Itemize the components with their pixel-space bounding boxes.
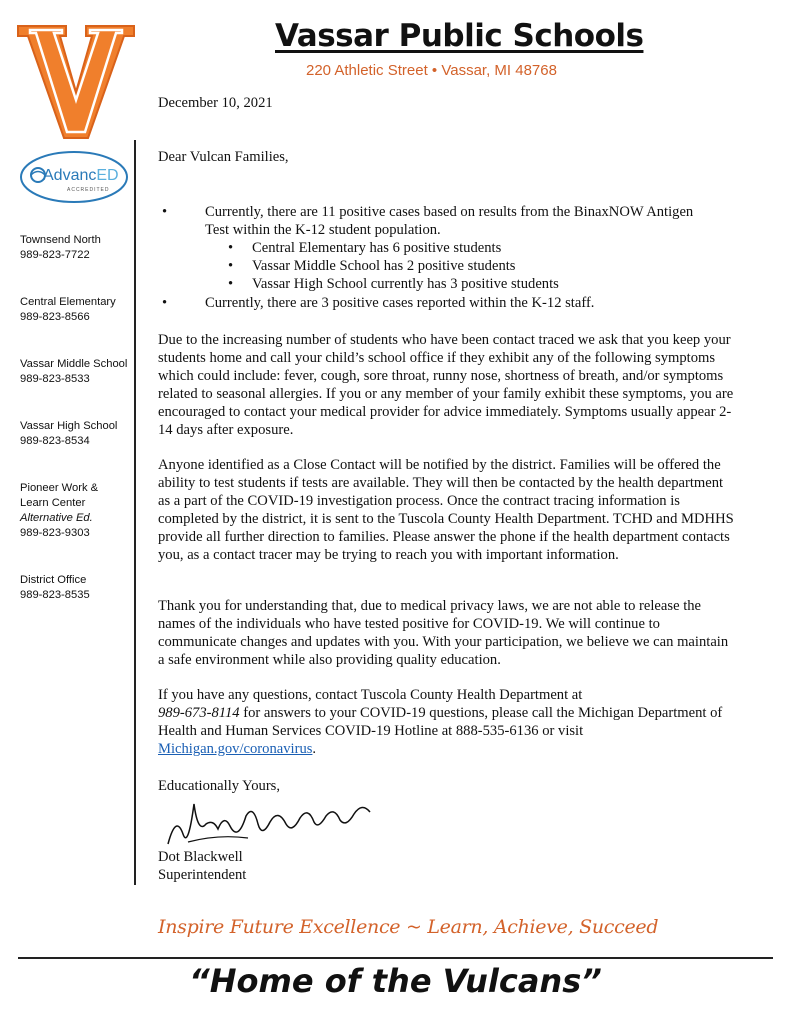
paragraph-symptoms [158, 331, 738, 439]
bullet-icon: • [162, 204, 168, 220]
contact-phone: 989-823-9303 [20, 527, 90, 539]
coronavirus-link[interactable]: Michigan.gov/coronavirus [158, 741, 313, 757]
advanced-accreditation-logo [19, 150, 129, 204]
sub-bullet-text: Central Elementary has 6 positive students [252, 240, 502, 256]
contact-name: Pioneer Work & [20, 482, 99, 494]
svg-text:AdvancED: AdvancED [43, 167, 119, 184]
school-address: 220 Athletic Street • Vassar, MI 48768 [306, 62, 557, 79]
contact-name: Vassar Middle School [20, 358, 128, 370]
bullet-icon: • [162, 295, 168, 311]
contact-pioneer-work-learn [20, 481, 98, 541]
sub-bullet-text: Vassar High School currently has 3 positive students [252, 276, 559, 292]
contact-name: Central Elementary [20, 296, 116, 308]
contact-phone: 989-823-8533 [20, 373, 90, 385]
sentence-end: . [312, 741, 317, 757]
contact-name: District Office [20, 574, 87, 586]
contact-vassar-high-school [20, 419, 117, 449]
bullet-text: Currently, there are 11 positive cases based on results from the BinaxNOW Antigen [205, 204, 694, 220]
questions-body: for answers to your COVID-19 questions, please call the Michigan Department of Health and Human Services COVID-19 Hotline at 888-535-6136 or visit [158, 705, 723, 739]
letter-greeting: Dear Vulcan Families, [158, 149, 289, 165]
letter-date: December 10, 2021 [158, 95, 273, 111]
contact-townsend-north [20, 233, 101, 263]
contact-district-office [20, 573, 90, 603]
paragraph-text: Thank you for understanding that, due to medical privacy laws, we are not able to release the names of the individuals who have tested positive for COVID-19. We will continue to communicate changes and updates with you. With your participation, we believe we can maintain a safe environment while also providing quality education. [158, 598, 729, 668]
contact-phone: 989-823-7722 [20, 249, 90, 261]
contact-vassar-middle-school [20, 357, 127, 387]
sub-bullet-text: Vassar Middle School has 2 positive students [252, 258, 516, 274]
contact-phone: 989-823-8534 [20, 435, 90, 447]
contact-name: Vassar High School [20, 420, 118, 432]
signer-title: Superintendent [158, 867, 247, 883]
footer-tagline: “Home of the Vulcans” [189, 962, 602, 1000]
bullet-text-cont: Test within the K-12 student population. [205, 222, 441, 238]
bullet-text: Currently, there are 3 positive cases reported within the K-12 staff. [205, 295, 595, 311]
signer-name: Dot Blackwell [158, 849, 243, 865]
contact-name-line2: Learn Center [20, 497, 86, 509]
letter-closing: Educationally Yours, [158, 778, 281, 794]
contact-central-elementary [20, 295, 116, 325]
paragraph-questions [158, 686, 738, 758]
sidebar-divider [134, 140, 136, 885]
signature [158, 794, 388, 856]
questions-intro: If you have any questions, contact Tuscola County Health Department at [158, 687, 583, 703]
footer-divider [18, 957, 773, 959]
health-dept-phone: 989-673-8114 [158, 705, 240, 721]
sub-bullet-icon: • [228, 258, 234, 274]
paragraph-text: Anyone identified as a Close Contact will be notified by the district. Families will be offered the ability to test students if tests are available. They will then be contacted by the health department as a part of the COVID-19 investigation process. Once the contract tracing information is completed by the district, it is sent to the Tuscola County Health Department. TCHD and MDHHS provide all further direction to families. Please answer the phone if the health department contacts you, as a contact tracer may be trying to reach you with important information. [158, 457, 734, 563]
paragraph-privacy [158, 597, 738, 669]
contact-phone: 989-823-8566 [20, 311, 90, 323]
contact-note: Alternative Ed. [20, 512, 93, 524]
paragraph-text: Due to the increasing number of students who have been contact traced we ask that you keep your students home and call your child’s school office if they exhibit any of the following symptoms which could include: fever, cough, sore throat, runny nose, shortness of breath, and/or symptoms related to seasonal allergies. If you or any member of your family exhibit these symptoms, you are encouraged to contact your medical provider for advice immediately. Symptoms usually appear 2-14 days after exposure. [158, 332, 734, 438]
sub-bullet-icon: • [228, 240, 234, 256]
district-motto: Inspire Future Excellence ~ Learn, Achieve, Succeed [158, 916, 659, 938]
page-title: Vassar Public Schools [275, 18, 644, 54]
paragraph-text [158, 686, 738, 758]
svg-text:ACCREDITED: ACCREDITED [67, 187, 110, 193]
contact-phone: 989-823-8535 [20, 589, 90, 601]
sub-bullet-icon: • [228, 276, 234, 292]
paragraph-close-contact [158, 456, 738, 564]
contact-name: Townsend North [20, 234, 101, 246]
vassar-v-logo [16, 22, 136, 142]
